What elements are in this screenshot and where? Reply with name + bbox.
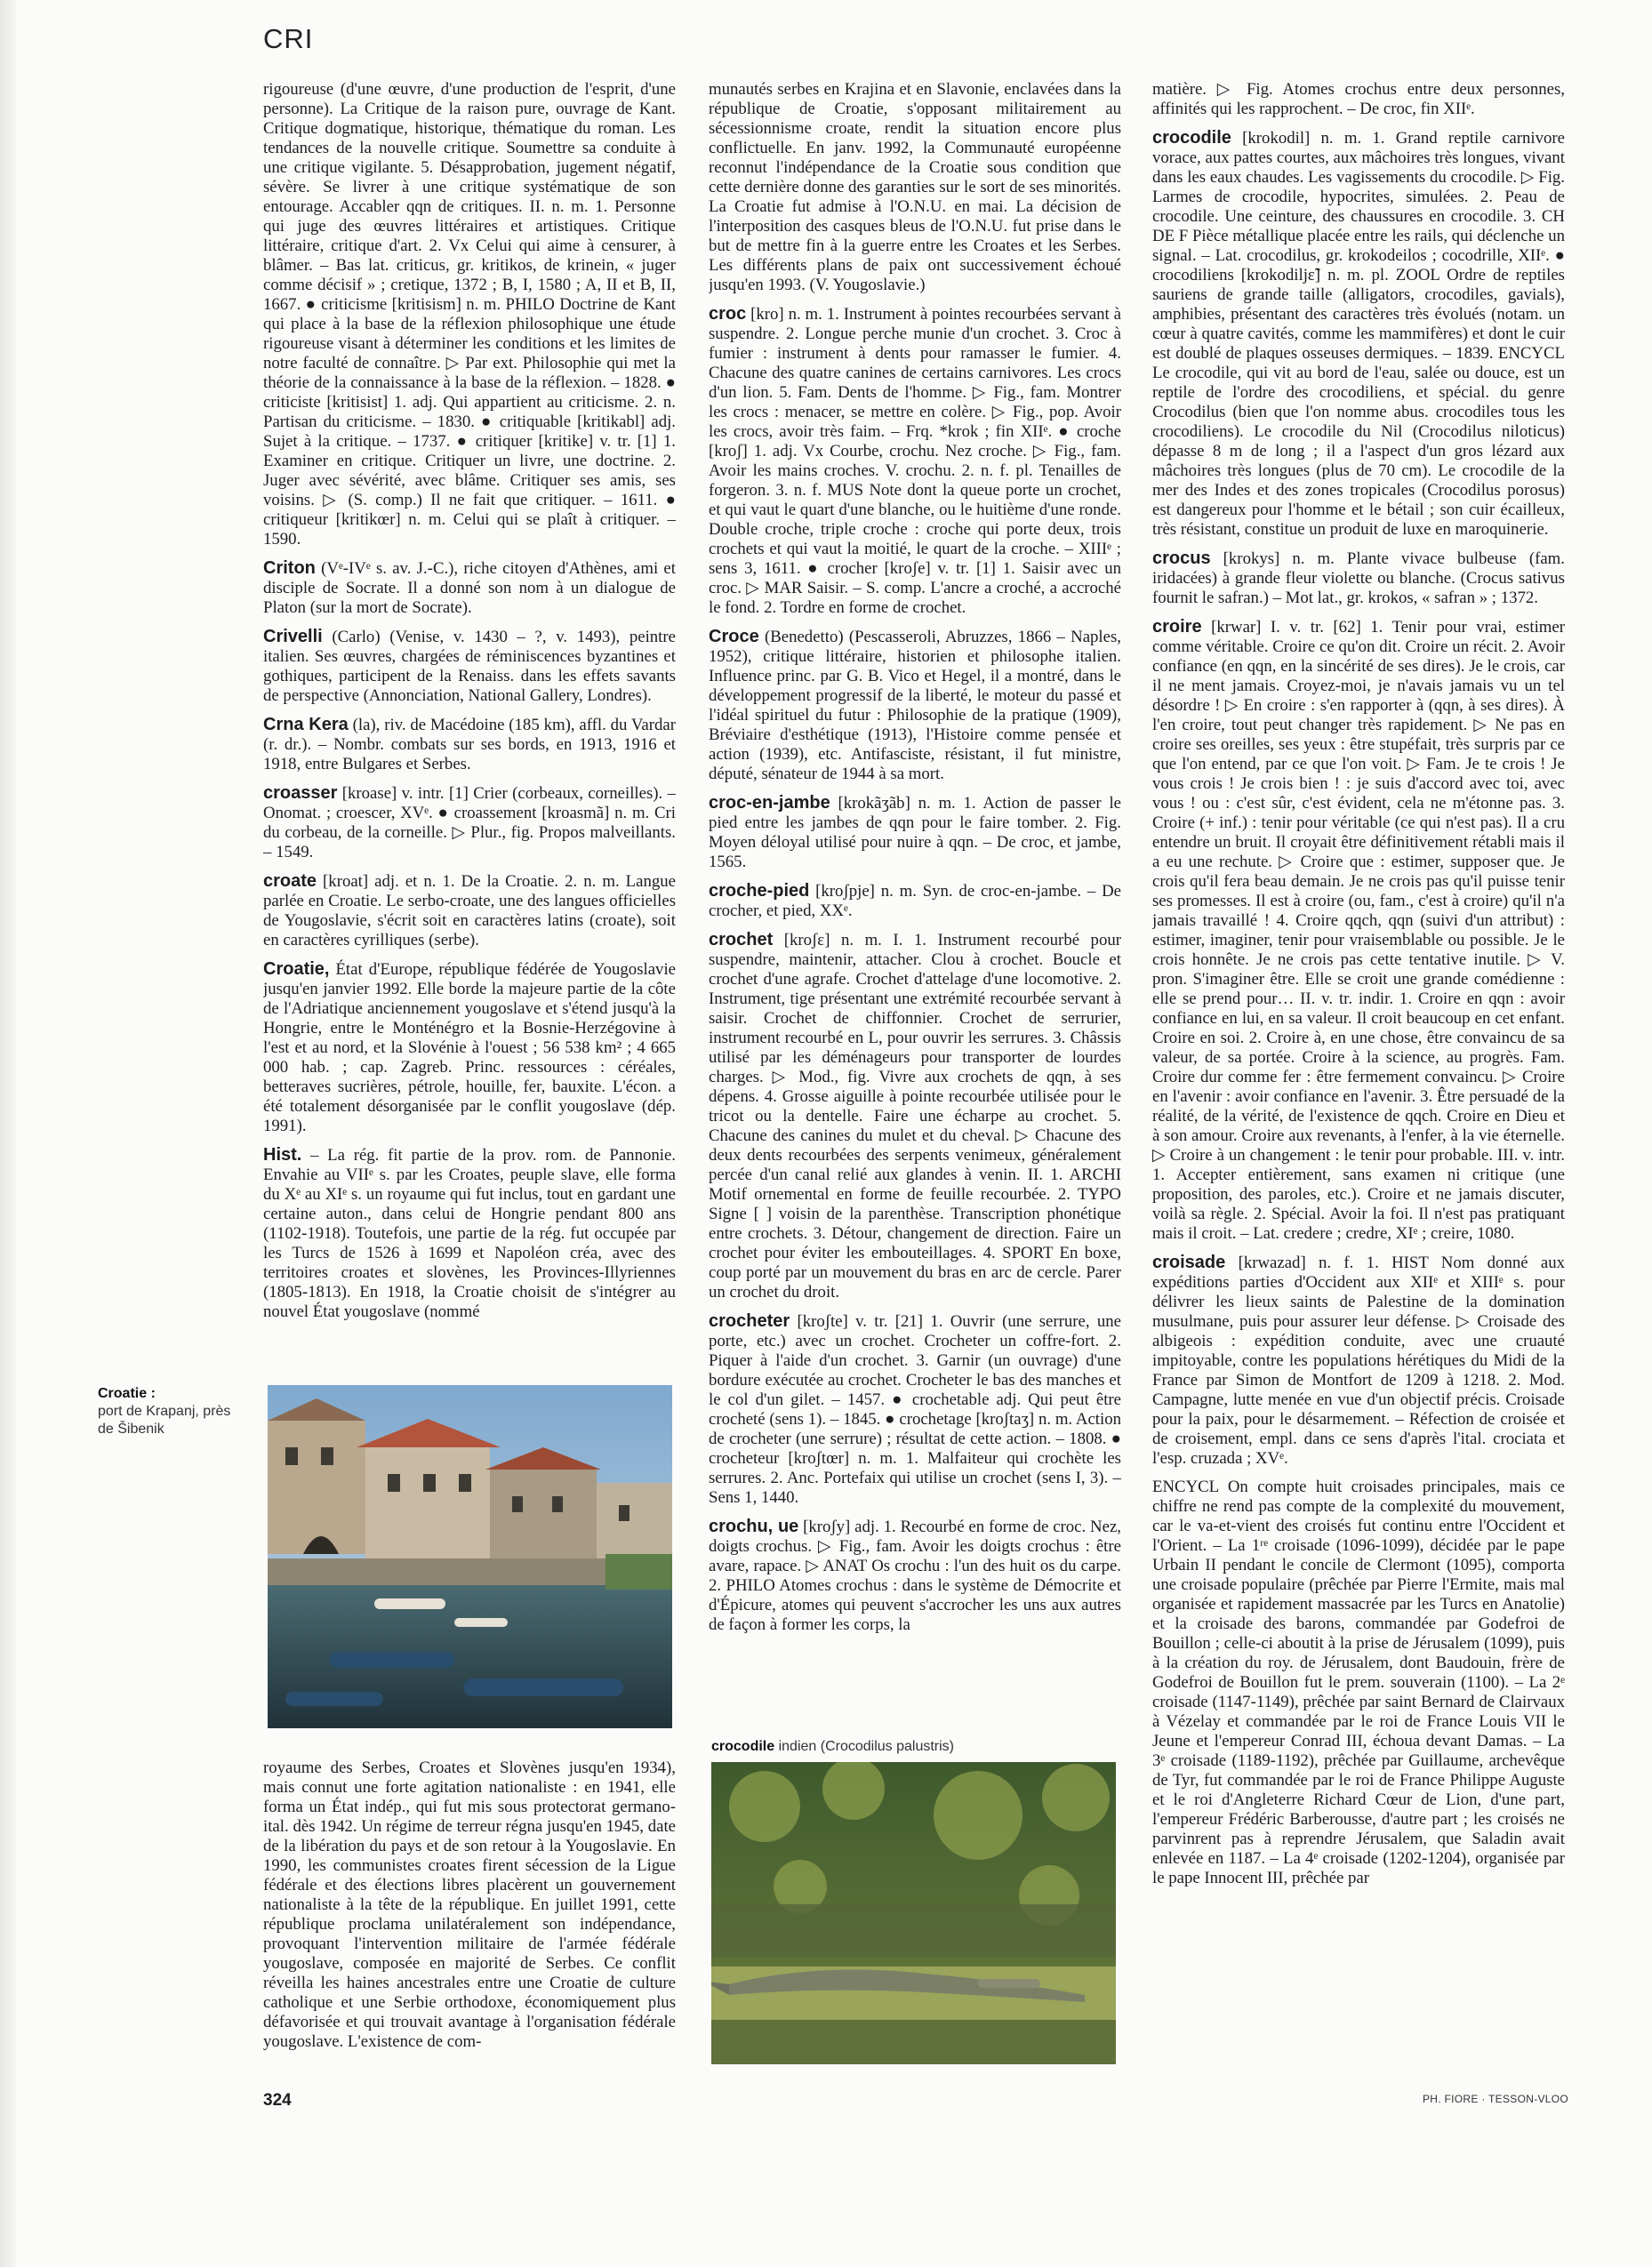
entry-headword: Crna Kera [263,715,349,734]
dictionary-entry [1152,617,1565,1244]
entry-definition: [kroʃɛ] n. m. I. 1. Instrument recourbé pour suspendre, maintenir, attacher. Clou à crochet. Boucle et crochet d'une agrafe. Crochet d'attelage d'une locomotive. 2. Instrument, tige présentant une extrémité recourbée servant à saisir. Crochet de chiffonnier. Crochet de serrurier, instrument recourbé en L, pour ouvrir les serrures. 3. Châssis utilisé par les déménageurs pour transporter de lourdes charges. ▷ Mod., fig. Vivre aux crochets de qqn, à ses dépens. 4. Grosse aiguille à pointe recourbée utilisée pour le tricot ou la dentelle. Faire une écharpe au crochet. 5. Chacune des canines du mulet et du cheval. ▷ Chacune des deux dents recourbées des serpents venimeux, généralement percée d'un canal relié aux glandes à venin. II. 1. ARCHI Motif ornemental en forme de feuille recourbée. 2. TYPO Signe [ ] voisin de la parenthèse. Transcription phonétique entre crochets. 3. Détour, changement de direction. Faire un crochet pour éviter les embouteillages. 4. SPORT En boxe, coup porté par un mouvement du bras en arc de cercle. Parer un crochet du droit. [709,931,1121,1302]
column-3 [1152,80,1565,2080]
entry-headword: croisade [1152,1253,1226,1272]
entry-definition: [kro] n. m. 1. Instrument à pointes recourbées servant à suspendre. 2. Longue perche munie d'un crochet. 3. Croc à fumier : instrument à dents pour ramasser le fumier. 4. Chacune des quatre canines de certains carnivores. Les crocs d'un lion. 5. Fam. Dents de l'homme. ▷ Fig., fam. Montrer les crocs : menacer, se mettre en colère. ▷ Fig., pop. Avoir les crocs, avoir très faim. – Frq. *krok ; fin XIIᵉ. ● croche [kroʃ] 1. adj. Vx Courbe, crochu. Nez croche. ▷ Fig., fam. Avoir les mains croches. V. crochu. 2. n. f. pl. Tenailles de forgeron. 3. n. f. MUS Note dont la queue porte un crochet, et qui vaut le quart d'une blanche, ou le huitième d'une ronde. Double croche, triple croche : croche qui porte deux, trois crochets et qui vaut la moitié, le quart de la croche. – XIIIᵉ ; sens 3, 1611. ● crocher [kroʃe] v. tr. [1] 1. Saisir avec un croc. ▷ MAR Saisir. – S. comp. L'ancre a croché, a accroché le fond. 2. Tordre en forme de crochet. [709,305,1121,617]
caption-croatie-title: Croatie : [98,1386,156,1401]
entry-definition: [kroʃpje] n. m. Syn. de croc-en-jambe. – De crocher, et pied, XXᵉ. [709,882,1121,920]
photo-croatie-port [268,1385,672,1728]
entry-definition: [kroʃte] v. tr. [21] 1. Ouvrir (une serrure, une porte, etc.) avec un crochet. Crocheter un coffre-fort. 2. Piquer à l'aide d'un crochet. 3. Garnir (un ouvrage) d'une bordure exécutée au crochet. Crocheter le bas des manches et le col d'un gilet. – 1457. ● crochetable adj. Qui peut être crocheté (sens 1). – 1845. ● crochetage [kroʃtaʒ] n. m. Action de crocheter (une serrure) ; résultat de cette action. – 1808. ● crocheteur [kroʃtœr] n. m. 1. Malfaiteur qui crochète les serrures. 2. Anc. Portefaix qui utilise un crochet (sens I, 3). – Sens 1, 1440. [709,1312,1121,1507]
dictionary-entry [1152,1478,1565,1888]
column-1-continued [263,1758,676,2083]
dictionary-entry [709,1311,1121,1508]
entry-headword: crocheter [709,1311,790,1331]
caption-croatie [98,1385,240,1438]
dictionary-entry [263,783,676,862]
entry-headword: croate [263,871,317,891]
entry-headword: croc [709,304,747,324]
caption-croatie-text: port de Krapanj, près de Šibenik [98,1404,231,1437]
entry-headword: croche-pied [709,881,810,901]
entry-definition: [kroase] v. intr. [1] Crier (corbeaux, corneilles). – Onomat. ; croescer, XVᵉ. ● croassement [kroasmã] n. m. Cri du corbeau, de la corneille. ▷ Plur., fig. Propos malveillants. – 1549. [263,784,676,861]
caption-crocodile-text: indien (Crocodilus palustris) [774,1739,954,1754]
dictionary-entry [263,627,676,706]
dictionary-entry [709,80,1121,295]
photo-crocodile [711,1762,1116,2064]
entry-headword: crochu, ue [709,1517,799,1536]
dictionary-entry [263,1145,676,1322]
entry-definition: [krokãʒãb] n. m. 1. Action de passer le pied entre les jambes de qqn pour le faire tomber. 2. Fig. Moyen déloyal utilisé pour nuire à qqn. – De croc, et jambe, 1565. [709,794,1121,871]
entry-definition: rigoureuse (d'une œuvre, d'une production de l'esprit, d'une personne). La Critique de la raison pure, ouvrage de Kant. Critique dogmatique, historique, thématique du roman. Les tendances de la nouvelle critique. Soumettre sa conduite à une critique vigilante. 5. Désapprobation, jugement négatif, sévère. Se livrer à une critique systématique de son entourage. Accabler qqn de critiques. II. n. m. 1. Personne qui juge des œuvres littéraires et artistiques. Critique littéraire, critique d'art. 2. Vx Celui qui aime à censurer, à blâmer. – Bas lat. criticus, gr. kritikos, de krinein, « juger comme décisif » ; cretique, 1372 ; B, I, 1580 ; A, II et B, II, 1667. ● criticisme [kritisism] n. m. PHILO Doctrine de Kant qui place à la base de la réflexion philosophique une étude rigoureuse visant à déterminer les conditions et les limites de notre faculté de connaître. ▷ Par ext. Philosophie qui met la théorie de la connaissance à la base de la réflexion. – 1828. ● criticiste [kritisist] 1. adj. Qui appartient au criticisme. 2. n. Partisan du criticisme. – 1830. ● critiquable [kritikabl] adj. Sujet à la critique. – 1737. ● critiquer [kritike] v. tr. [1] 1. Examiner en critique. Critiquer un livre, une doctrine. 2. Juger avec sévérité, avec blâme. Critiquer ses amis, ses voisins. ▷ (S. comp.) Il ne fait que critiquer. – 1611. ● critiqueur [kritikœr] n. m. Celui qui se plaît à critiquer. – 1590. [263,80,676,549]
entry-definition: [kroʃy] adj. 1. Recourbé en forme de croc. Nez, doigts crochus. ▷ Fig., fam. Avoir les doigts crochus : être avare, rapace. ▷ ANAT Os crochu : l'un des huit os du carpe. 2. PHILO Atomes crochus : dans le système de Démocrite et d'Épicure, atomes qui peuvent s'accrocher les uns aux autres de façon à former les corps, la [709,1518,1121,1634]
dictionary-entry [1152,80,1565,119]
entry-headword: Crivelli [263,627,323,646]
entry-definition: (Benedetto) (Pescasseroli, Abruzzes, 1866 – Naples, 1952), critique littéraire, historien et philosophe italien. Influence princ. par G. B. Vico et Hegel, il a montré, dans le développement progressif de la liberté, le moteur du passé et l'idéal spirituel du futur : Philosophie de la pratique (1909), Bréviaire d'esthétique (1913), l'Histoire comme pensée et action (1939), etc. Antifasciste, résistant, il fut ministre, député, sénateur de 1944 à sa mort. [709,628,1121,783]
entry-definition: (la), riv. de Macédoine (185 km), affl. du Vardar (r. dr.). – Nombr. combats sur ses bords, en 1913, 1916 et 1918, entre Bulgares et Serbes. [263,716,676,773]
entry-definition: [krokodil] n. m. 1. Grand reptile carnivore vorace, aux pattes courtes, aux mâchoires très longues, vivant dans les eaux chaudes. Les vagissements du crocodile. ▷ Fig. Larmes de crocodile, hypocrites, simulées. 2. Peau de crocodile. Une ceinture, des chaussures en crocodile. 3. CH DE F Pièce métallique placée entre les rails, qui déclenche un signal. – Lat. crocodilus, gr. krokodeilos ; cocodrille, XIIᵉ. ● crocodiliens [krokodiljɛ̃] n. m. pl. ZOOL Ordre de reptiles sauriens de grande taille (alligators, crocodiles, gavials), amphibies, présentant des caractères très évolués (notam. un cœur à quatre cavités, comme les mammifères) et dont le cuir est doublé de plaques osseuses dermiques. – 1839. ENCYCL Le crocodile, qui vit au bord de l'eau, salée ou douce, est un reptile de l'ordre des crocodiliens, et spécial. du genre Crocodilus (bien que l'on nomme abus. crocodiles tous les crocodiliens). Le crocodile du Nil (Crocodilus niloticus) dépasse 8 m de long ; il a l'aspect d'un gros lézard aux mâchoires très longues (plus de 70 cm). Le crocodile de la mer des Indes et des zones tropicales (Crocodilus porosus) est dangereux pour l'homme et le bétail ; son cuir écailleux, très résistant, constitue un produit de luxe en maroquinerie. [1152,129,1565,539]
entry-headword: Criton [263,558,316,578]
dictionary-entry [709,793,1121,872]
dictionary-entry [709,304,1121,618]
dictionary-entry [1152,549,1565,608]
entry-headword: crocus [1152,549,1211,568]
dictionary-entry [263,715,676,774]
entry-definition: ENCYCL On compte huit croisades principales, mais ce chiffre ne rend pas compte de la complexité du mouvement, car le va-et-vient des croisés fut continu entre l'Occident et l'Orient. – La 1ʳᵉ croisade (1096-1099), décidée par le pape Urbain II pendant le concile de Clermont (1095), comporta une croisade populaire (prêchée par Pierre l'Ermite, mais mal organisée et rapidement massacrée par les Turcs en Anatolie) et la croisade des barons, commandée par Godefroi de Bouillon ; celle-ci aboutit à la prise de Jérusalem (1099), puis à la création du roy. de Jérusalem, dont Baudouin, frère de Godefroi de Bouillon fut le prem. souverain (1100). – La 2ᵉ croisade (1147-1149), prêchée par saint Bernard de Clairvaux à Vézelay et commandée par le roi de France Louis VII le Jeune et l'empereur Conrad III, échoua devant Damas. – La 3ᵉ croisade (1189-1192), prêchée par Guillaume, archevêque de Tyr, fut commandée par le roi de France Philippe Auguste et le roi d'Angleterre Richard Cœur de Lion, d'une part, l'empereur Frédéric Barberousse, d'autre part ; les croisés ne parvinrent pas à reprendre Jérusalem, que Saladin avait enlevée en 1187. – La 4ᵉ croisade (1202-1204), organisée par le pape Innocent III, prêchée par [1152,1478,1565,1887]
entry-definition: (Carlo) (Venise, v. 1430 – ?, v. 1493), peintre italien. Ses œuvres, chargées de réminiscences byzantines et gothiques, participent de la Renaiss. dans les effets savants de perspective (Annonciation, National Gallery, Londres). [263,628,676,705]
entry-definition: [krokys] n. m. Plante vivace bulbeuse (fam. iridacées) à grande fleur violette ou blanche. (Crocus sativus fournit le safran.) – Mot lat., gr. krokos, « safran » ; 1372. [1152,549,1565,607]
dictionary-entry [263,558,676,618]
page-title: CRI [263,23,314,54]
crocodile-illustration [711,1762,1116,2064]
caption-crocodile [711,1738,1120,1756]
dictionary-entry [709,881,1121,921]
croatie-history-continued: royaume des Serbes, Croates et Slovènes jusqu'en 1934), mais connut une forte agitation nationaliste : en 1941, elle forma un État indép., qui fut mis sous protectorat germano-ital. dès 1942. Un régime de terreur régna jusqu'en 1945, date de la libération du pays et de son retour à la Yougoslavie. En 1990, les communistes croates firent sécession de la Ligue fédérale et des élections libres placèrent un gouvernement nationaliste à la tête de la république. En juillet 1991, cette république proclama unilatéralement son indépendance, provoquant l'intervention militaire de l'armée fédérale yougoslave, composée en majorité de Serbes. Ce conflit réveilla les haines ancestrales entre une Croatie de culture catholique et une Serbie orthodoxe, économiquement plus défavorisée et qui trouvait avantage à l'organisation fédérale yougoslave. L'existence de com- [263,1758,676,2051]
column-2 [709,80,1121,1727]
dictionary-entry [263,959,676,1136]
entry-headword: Croce [709,627,759,646]
dictionary-entry [263,871,676,950]
entry-headword: crocodile [1152,128,1231,148]
column-1 [263,80,676,1360]
caption-crocodile-title: crocodile [711,1739,775,1754]
entry-definition: [krwar] I. v. tr. [62] 1. Tenir pour vrai, estimer comme véritable. Croire ce qu'on dit. Croire un récit. 2. Avoir confiance (en qqn, en la sincérité de ses dires). Je le crois, car il ne ment jamais. Croyez-moi, je n'avais jamais vu un tel désordre ! ▷ En croire : s'en rapporter à (qqn, à ses dires). À l'en croire, tout peut changer très rapidement. ▷ Ne pas en croire ses oreilles, ses yeux : être stupéfait, très surpris par ce que l'on entend, par ce que l'on voit. ▷ Fam. Je te crois ! Je vous crois ! Je crois bien ! : je suis d'accord avec toi, avec vous ! ou : c'est sûr, c'est évident, cela ne m'étonne pas. 3. Croire (+ inf.) : tenir pour véritable (ce qui n'est pas). Il a cru entendre un bruit. Il croyait être définitivement rétabli mais il a eu une rechute. ▷ Croire que : estimer, supposer que. Je crois qu'il fera beau demain. Je ne crois pas qu'il puisse tenir ses promesses. Il est à croire (ou, fam., c'est à croire) qu'il n'a jamais travaillé ! 4. Croire qqch, qqn (suivi d'un attribut) : estimer, imaginer, tenir pour vraisemblable ou possible. Je le crois honnête. Je ne crois pas cette tentative inutile. ▷ V. pron. S'imaginer être. Elle se croit une grande comédienne : elle se prend pour… II. v. tr. indir. 1. Croire en qqn : avoir confiance en lui, en sa valeur. Il croit beaucoup en cet enfant. Croire en soi. 2. Croire à, en une chose, être convaincu de sa valeur, de sa portée. Croire à la science, au progrès. Fam. Croire dur comme fer : être fermement convaincu. ▷ Croire en l'avenir : avoir confiance en l'avenir. 3. Être persuadé de la réalité, de la vérité, de l'existence de qqch. Croire en Dieu et à son amour. Croire aux revenants, à l'enfer, à la vie éternelle. ▷ Croire à un changement : le tenir pour probable. III. v. intr. 1. Accepter entièrement, sans examen ni critique (une proposition, des paroles, etc.). Croire et ne jamais discuter, voilà sa règle. 2. Spécial. Avoir la foi. Il n'est pas pratiquant mais il croit. – Lat. credere ; credre, XIᵉ ; creire, 1080. [1152,618,1565,1243]
page-edge-shadow [0,0,16,2267]
entry-headword: Hist. [263,1145,302,1165]
entry-headword: croire [1152,617,1202,637]
harbour-illustration [268,1385,672,1728]
entry-definition: [kroat] adj. et n. 1. De la Croatie. 2. n. m. Langue parlée en Croatie. Le serbo-croate, une des langues officielles de Yougoslavie, s'écrit soit en caractères latins (croate), soit en caractères cyrilliques (serbe). [263,872,676,949]
entry-definition: matière. ▷ Fig. Atomes crochus entre deux personnes, affinités qui les rapprochent. – De croc, fin XIIᵉ. [1152,80,1565,118]
entry-definition: – La rég. fit partie de la prov. rom. de Pannonie. Envahie au VIIᵉ s. par les Croates, peuple slave, elle forma du Xᵉ au XIᵉ s. un royaume qui fut inclus, tout en gardant une certaine auton., dans celui de Hongrie pendant 800 ans (1102-1918). Toutefois, une partie de la rég. fut occupée par les Turcs de 1526 à 1699 et Napoléon créa, avec des territoires croates et slovènes, les Provinces-Illyriennes (1805-1813). En 1918, la Croatie choisit de s'intégrer au nouvel État yougoslave (nommé [263,1146,676,1321]
entry-definition: munautés serbes en Krajina et en Slavonie, enclavées dans la république de Croatie, s'opposant militairement au sécessionnisme croate, rendit la situation encore plus conflictuelle. En janv. 1992, la Communauté européenne reconnut l'indépendance de la Croatie sous condition que cette dernière donne des garanties sur le sort de ses minorités. La Croatie fut admise à l'O.N.U. en mai. La décision de l'interposition des casques bleus de l'O.N.U. fut prise dans le but de mettre fin à la guerre entre les Croates et les Serbes. Les différents plans de paix ont successivement échoué jusqu'en 1993. (V. Yougoslavie.) [709,80,1121,294]
dictionary-entry [709,1517,1121,1635]
entry-definition: (Vᵉ-IVᵉ s. av. J.-C.), riche citoyen d'Athènes, ami et disciple de Socrate. Il a donné son nom à un dialogue de Platon (sur la mort de Socrate). [263,559,676,617]
entry-headword: croasser [263,783,338,803]
entry-definition: État d'Europe, république fédérée de Yougoslavie jusqu'en janvier 1992. Elle borde la majeure partie de la côte de l'Adriatique anciennement yougoslave et s'étend jusqu'à la Hongrie, entre le Monténégro et la Bosnie-Herzégovine à l'est et au nord, et la Slovénie à l'ouest ; 56 538 km² ; 4 665 000 hab. ; cap. Zagreb. Princ. ressources : céréales, betteraves sucrières, pétrole, houille, fer, bauxite. L'écon. a été totalement désorganisée par le conflit yougoslave (dép. 1991). [263,960,676,1135]
dictionary-entry [263,80,676,549]
dictionary-entry [709,627,1121,784]
photo-credit: PH. FIORE · TESSON-VLOO [1423,2093,1569,2105]
entry-headword: Croatie, [263,959,330,979]
dictionary-entry [1152,128,1565,540]
entry-headword: croc-en-jambe [709,793,830,813]
dictionary-entry [709,930,1121,1302]
page-number: 324 [263,2091,292,2110]
entry-definition: [krwazad] n. f. 1. HIST Nom donné aux expéditions parties d'Occident aux XIIᵉ et XIIIᵉ s. pour délivrer les lieux saints de Palestine de la domination musulmane, puis pour assurer leur défense. ▷ Croisade des albigeois : expédition conduite, avec une cruauté impitoyable, contre les populations hérétiques du Midi de la France par Simon de Montfort de 1209 à 1218. 2. Mod. Campagne, lutte menée en vue d'un objectif précis. Croisade pour la paix, pour le désarmement. – Réfection de croisée et de croisement, empl. dans ce sens d'après l'ital. crociata et l'esp. cruzada ; XVᵉ. [1152,1254,1565,1468]
entry-headword: crochet [709,930,774,949]
dictionary-entry [1152,1253,1565,1469]
